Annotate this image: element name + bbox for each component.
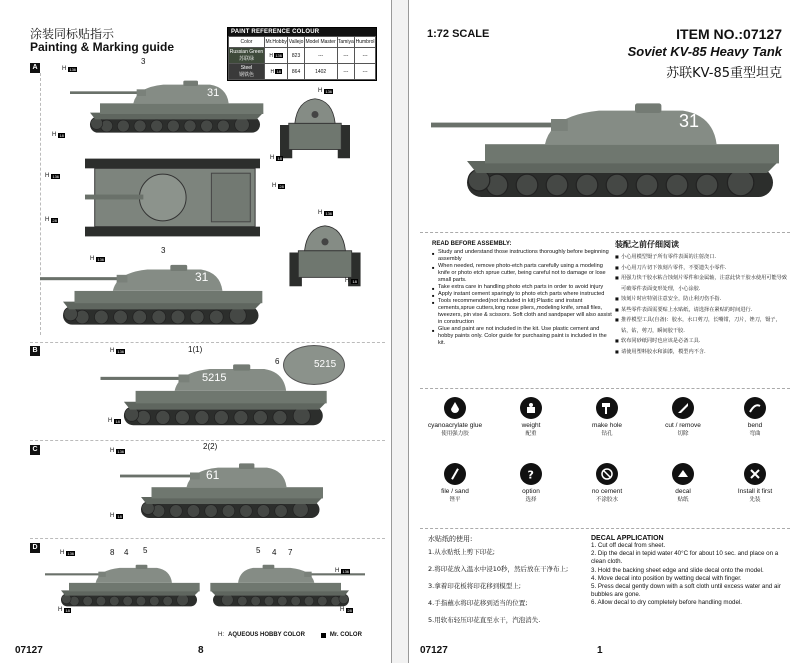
col-vallejo: Vallejo <box>288 37 304 48</box>
symbol-label: decal <box>675 488 691 495</box>
model-name-en: Soviet KV-85 Heavy Tank <box>627 44 782 59</box>
model-master-code: --- <box>304 48 337 64</box>
decal-list-cn <box>428 544 598 629</box>
list-item: ■ 小心用刀片切下蚀刻片零件，不要遗失小零件. <box>615 263 787 274</box>
label-b-detail: 6 <box>275 357 280 366</box>
callout-a9 <box>90 256 105 262</box>
callout-code: 28 <box>52 217 57 223</box>
right-footer-item: 07127 <box>420 645 448 656</box>
label-d2a: 5 <box>256 546 261 555</box>
symbol-label-cn: 先装 <box>749 497 761 503</box>
decal-instructions-en <box>591 535 787 608</box>
callout-h: H <box>318 88 323 94</box>
callout-h: H <box>270 155 275 161</box>
list-item: ■ 小心用模型镊子所有零件表面的注射浇口. <box>615 252 787 263</box>
section-label-a: A <box>30 63 40 73</box>
callout-code: 136 <box>52 173 60 179</box>
callout-code: 136 <box>67 550 75 556</box>
callout-h: H <box>52 132 57 138</box>
label-c: 2(2) <box>203 442 218 451</box>
list-item: ■ Glue and paint are not included in the kit. Use plastic cement and hobby paints only. Color guide for purchasing paint is included in the kit. <box>432 326 612 347</box>
symbols-top-divider <box>420 388 790 389</box>
decal-title-en: DECAL APPLICATION <box>591 535 664 542</box>
list-item: 1.从水贴纸上剪下印花; <box>428 548 495 556</box>
hobby-letter: H <box>269 52 273 59</box>
tank-side-a <box>70 70 270 142</box>
left-page-number: 8 <box>198 645 204 656</box>
list-item: ■ Apply instant cement sparingly to photo etch parts where instructed <box>432 291 612 298</box>
legend-h: H: <box>218 632 224 638</box>
symbol-label-cn: 使用强力胶 <box>441 431 469 437</box>
callout-h: H <box>272 183 277 189</box>
callout-code: 18 <box>117 513 122 519</box>
decal-list-en <box>591 542 787 608</box>
symbol-label: weight <box>521 422 541 429</box>
tank-side-c <box>100 455 350 525</box>
symbol-label: option <box>522 488 540 495</box>
symbol-option <box>496 463 566 503</box>
section-label-c: C <box>30 445 40 455</box>
item-number: ITEM NO.:07127 <box>676 26 782 42</box>
color-name: Steel <box>240 65 253 71</box>
callout-code: 136 <box>325 210 333 216</box>
callout-h: H <box>110 448 115 454</box>
scale-title: 1:72 SCALE <box>427 28 490 40</box>
col-color: Color <box>229 37 265 48</box>
callout-code: 136 <box>97 256 105 262</box>
callout-a10 <box>345 278 358 284</box>
callout-code: 28 <box>347 607 352 613</box>
hobby-code: 18 <box>276 68 281 74</box>
vallejo-code: 823 <box>288 48 304 64</box>
decal-top-divider <box>420 528 790 529</box>
paint-reference-title: PAINT REFERENCE COLOUR <box>228 28 376 36</box>
symbol-label-cn: 钻孔 <box>601 431 613 437</box>
symbol-label-cn: 切除 <box>677 431 689 437</box>
read-before-en <box>432 241 612 347</box>
label-d1b: 4 <box>124 548 129 557</box>
detail-magnifier <box>283 345 345 385</box>
color-name: Russian Green <box>229 49 264 55</box>
read-before-list <box>432 249 612 347</box>
read-before-assembly <box>420 232 790 382</box>
tank-side-d2 <box>205 555 365 615</box>
number-c: 61 <box>206 468 220 482</box>
symbol-label-cn: 不涂胶水 <box>595 497 618 503</box>
label-d2c: 7 <box>288 548 293 557</box>
read-before-title: READ BEFORE ASSEMBLY: <box>432 241 512 247</box>
section-c-divider <box>30 440 385 441</box>
hobby-code: 136 <box>275 52 283 58</box>
list-item: 2. Dip the decal in tepid water 40°C for about 10 sec. and place on a clean cloth. <box>591 550 779 566</box>
legend-square-icon <box>321 633 326 638</box>
list-item: 3. Hold the backing sheet edge and slide decal onto the model. <box>591 566 764 574</box>
color-name-cn: 钢铁色 <box>238 72 254 78</box>
symbol-weight <box>496 397 566 437</box>
drop-icon <box>444 397 466 419</box>
paint-row-green <box>229 48 376 64</box>
tamiya-code: --- <box>337 48 355 64</box>
label-a-side: 3 <box>161 246 166 255</box>
callout-a5 <box>45 173 60 179</box>
list-item: ■ 软布同砂纸同时也应该是必备工具. <box>615 336 787 347</box>
callout-a8 <box>318 210 333 216</box>
list-item: ■ When needed, remove photo-etch parts carefully using a modeling knife or photo etch sprue cutter, being careful not to damage or lose small parts. <box>432 263 612 284</box>
number-b: 5215 <box>202 372 227 384</box>
callout-code: 136 <box>69 66 77 72</box>
list-item: 1. Cut off decal from sheet. <box>591 542 666 549</box>
symbol-label-cn: 锉平 <box>449 497 461 503</box>
symbol-no-cement <box>572 463 642 503</box>
turret-number: 31 <box>679 111 700 131</box>
list-item: 5. Press decal gently down with a soft cloth until excess water and air bubbles are gone. <box>591 583 781 599</box>
tank-top-a <box>85 155 260 240</box>
section-d-divider <box>30 538 385 539</box>
symbol-label: file / sand <box>441 488 469 495</box>
label-a-top: 3 <box>141 57 146 66</box>
left-footer-item: 07127 <box>15 645 43 656</box>
legend-mr-color: Mr. COLOR <box>329 632 362 638</box>
callout-code: 18 <box>59 132 64 138</box>
weight-icon <box>520 397 542 419</box>
list-item: 2.将印花放入温水中浸10秒，然后放在干净布上; <box>428 565 569 573</box>
symbol-label: cyanoacrylate glue <box>427 422 483 429</box>
tank-side-d1 <box>45 555 205 615</box>
list-item: ■ Study and understand those instructions thoroughly before beginning assembly <box>432 249 612 263</box>
tamiya-code: --- <box>337 64 355 80</box>
col-mrhobby: Mr.Hobby <box>264 37 287 48</box>
callout-h: H <box>45 173 50 179</box>
symbol-cut <box>648 397 718 437</box>
callout-code: 136 <box>117 348 125 354</box>
symbol-label-cn: 选择 <box>525 497 537 503</box>
callout-h: H <box>340 607 345 613</box>
callout-h: H <box>318 210 323 216</box>
read-before-list-cn <box>615 252 787 357</box>
symbol-label: bend <box>747 422 763 429</box>
section-label-b: B <box>30 346 40 356</box>
callout-h: H <box>45 217 50 223</box>
painting-guide-title-cn: 涂装同标贴指示 <box>30 27 115 41</box>
detail-number: 5215 <box>314 359 337 370</box>
symbol-label: make hole <box>592 422 622 429</box>
callout-h: H <box>108 418 113 424</box>
callout-h: H <box>90 256 95 262</box>
file-icon <box>444 463 466 485</box>
symbol-install-first <box>720 463 790 503</box>
list-item: ■ Take extra care in handling photo etch parts in order to avoid injury <box>432 284 612 291</box>
list-item: ■ 推荐模型工具(自备)：胶水，水口剪刀，长嘴钳，刀片，锉刀，镊子，钻，钻，剪刀，瞬间胶干胶. <box>615 315 787 336</box>
vallejo-code: 864 <box>288 64 304 80</box>
callout-d4 <box>340 607 353 613</box>
symbol-label: cut / remove <box>665 422 701 429</box>
symbol-make-hole <box>572 397 642 437</box>
callout-code: 18 <box>277 155 282 161</box>
symbol-decal <box>648 463 718 503</box>
label-d1a: 8 <box>110 548 115 557</box>
symbol-label-cn: 贴纸 <box>677 497 689 503</box>
section-b-divider <box>30 342 385 343</box>
callout-c2 <box>110 513 123 519</box>
turret-number: 31 <box>195 270 209 284</box>
hobby-letter: H <box>270 68 275 75</box>
callout-a6 <box>45 217 58 223</box>
model-name-cn: 苏联KV-85重型坦克 <box>666 66 782 81</box>
legend-aqueous: AQUEOUS HOBBY COLOR <box>228 632 305 638</box>
symbol-glue <box>420 397 490 437</box>
symbol-label-cn: 弯曲 <box>749 431 761 437</box>
callout-a4 <box>270 155 283 161</box>
label-d2b: 4 <box>272 548 277 557</box>
turret-number: 31 <box>207 87 220 99</box>
callout-c1 <box>110 448 125 454</box>
tank-side-a2 <box>40 255 270 333</box>
list-item: ■ Tools recommended(not included in kit):Plastic and instant cements,sprue cutters,long nose pliers,,modeling knife, small files, tweezers, pin vise & scissors. Soft cloth and sandpaper will also assist in construction <box>432 298 612 326</box>
callout-b1 <box>110 348 125 354</box>
callout-a7 <box>272 183 285 189</box>
callout-d2 <box>335 568 350 574</box>
left-page <box>0 0 392 663</box>
callout-h: H <box>110 513 115 519</box>
hammer-icon <box>596 397 618 419</box>
read-before-cn <box>615 239 787 357</box>
no-cement-icon <box>596 463 618 485</box>
painting-guide-title-en: Painting & Marking guide <box>30 40 175 54</box>
callout-code: 28 <box>279 183 284 189</box>
decal-instructions-cn <box>428 534 598 629</box>
read-before-title-cn: 装配之前仔细阅读 <box>615 240 679 249</box>
symbol-bend <box>720 397 790 437</box>
callout-b2 <box>108 418 121 424</box>
decal-title-cn: 水贴纸的使用: <box>428 535 473 543</box>
tank-hero-side <box>431 85 791 213</box>
callout-h: H <box>335 568 340 574</box>
callout-code: 136 <box>117 448 125 454</box>
symbol-label-cn: 配重 <box>525 431 537 437</box>
col-model-master: Model Master <box>304 37 337 48</box>
humbrol-code: --- <box>355 64 376 80</box>
list-item: ■ 请使用塑料胶水和油漆，模型内不含. <box>615 347 787 358</box>
symbol-label: Install it first <box>737 488 773 495</box>
callout-a2 <box>52 132 65 138</box>
blade-icon <box>672 397 694 419</box>
humbrol-code: --- <box>355 48 376 64</box>
label-b: 1(1) <box>188 345 203 354</box>
col-humbrol: Humbrol <box>355 37 376 48</box>
right-page-number: 1 <box>597 645 603 656</box>
list-item: ■ 某些零件表面需要贴上水贴纸，请选择在紧贴的时间进行. <box>615 305 787 316</box>
list-item: ■ 用强力快干胶水粘合蚀刻片零件和金属轴，注意此快干胶水使用可能导致可破零件表面变形处理，小心涂胶. <box>615 273 787 294</box>
color-name-cn: 苏联绿 <box>238 56 254 62</box>
list-item: 4.手指蘸水将印花移到适当的位置; <box>428 599 528 607</box>
callout-h: H <box>58 607 63 613</box>
callout-d3 <box>58 607 71 613</box>
callout-a3 <box>318 88 333 94</box>
tank-front-a <box>270 90 360 160</box>
callout-code: 18 <box>352 278 357 284</box>
svg-text:?: ? <box>527 468 534 481</box>
col-tamiya: Tamiya <box>337 37 355 48</box>
symbol-label: no cement <box>591 488 623 495</box>
model-master-code: 1402 <box>304 64 337 80</box>
symbol-file <box>420 463 490 503</box>
decal-icon <box>672 463 694 485</box>
list-item: 3.拿着印花板将印花移到模型上; <box>428 582 521 590</box>
install-first-icon <box>744 463 766 485</box>
page-gutter <box>392 0 408 663</box>
callout-code: 136 <box>342 568 350 574</box>
callout-h: H <box>60 550 65 556</box>
color-legend <box>218 632 362 638</box>
question-icon <box>520 463 542 485</box>
section-label-d: D <box>30 543 40 553</box>
bend-icon <box>744 397 766 419</box>
callout-code: 18 <box>65 607 70 613</box>
list-item: 6. Allow decal to dry completely before handling model. <box>591 599 742 607</box>
callout-code: 136 <box>325 88 333 94</box>
label-d1c: 5 <box>143 546 148 555</box>
callout-code: 18 <box>115 418 120 424</box>
list-item: 4. Move decal into position by wetting decal with finger. <box>591 574 742 582</box>
list-item: 5.用软布轻压印花直至水干，汽泡消失. <box>428 616 541 624</box>
callout-h: H <box>345 278 350 284</box>
callout-h: H <box>62 66 67 72</box>
list-item: ■ 蚀刻片时应特别注意安全，防止利刃伤手指. <box>615 294 787 305</box>
callout-h: H <box>110 348 115 354</box>
